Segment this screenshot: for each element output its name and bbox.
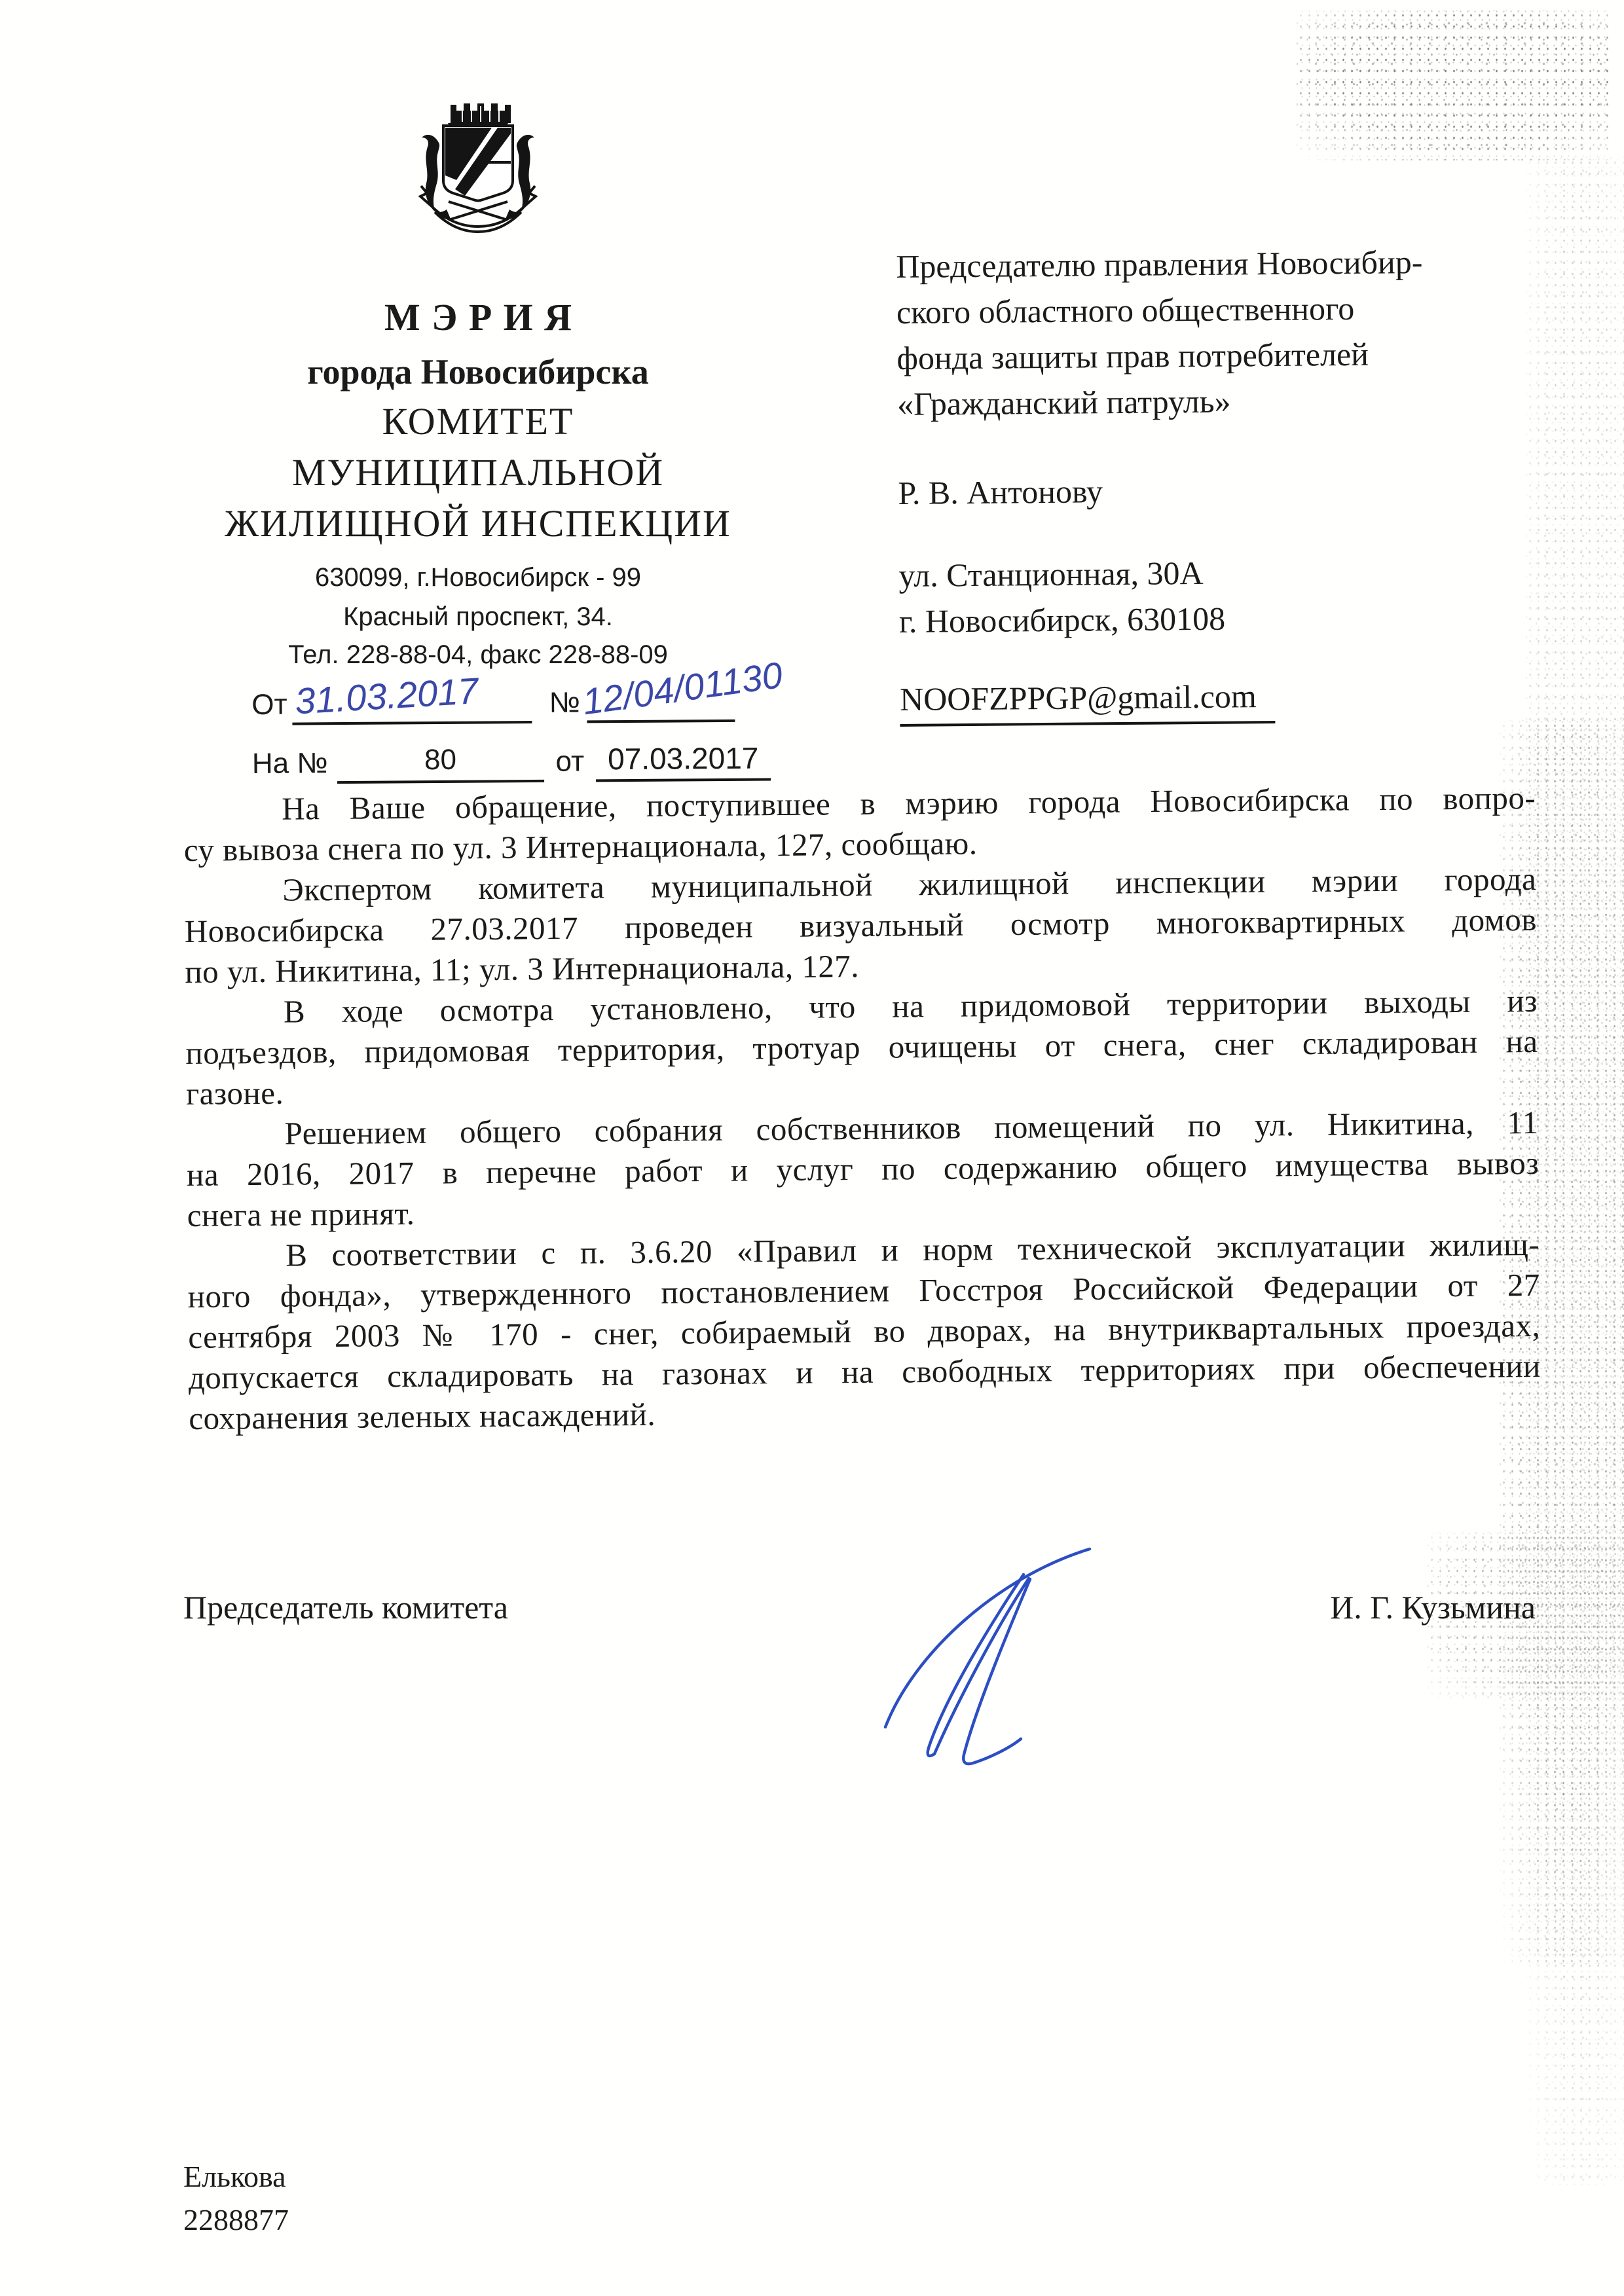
org-name-housing-inspection: ЖИЛИЩНОЙ ИНСПЕКЦИИ xyxy=(225,502,731,545)
body-line: на 2016, 2017 в перечне работ и услуг по содержанию общего имущества вывоз xyxy=(186,1144,1540,1193)
coat-of-arms-icon xyxy=(413,97,544,233)
letterhead xyxy=(164,97,792,670)
body-line: су вывоза снега по ул. 3 Интернационала, 127, сообщаю. xyxy=(183,825,978,868)
signer-name: И. Г. Кузьмина xyxy=(1330,1589,1536,1626)
handwritten-signature xyxy=(871,1537,1100,1779)
executor-phone: 2288877 xyxy=(183,2203,289,2236)
executor-block xyxy=(183,2155,289,2242)
recipient-address-line: «Гражданский патруль» xyxy=(896,382,1231,422)
body-line: снега не принят. xyxy=(187,1195,415,1233)
org-name-committee: КОМИТЕТ xyxy=(382,400,574,443)
reply-date-label: от xyxy=(555,745,585,778)
outgoing-number-line xyxy=(580,653,785,723)
reply-date-value: 07.03.2017 xyxy=(596,737,771,782)
recipient-email: NOOFZPPGP@gmail.com xyxy=(900,675,1275,727)
recipient-block xyxy=(896,238,1548,727)
reply-number-label: На № xyxy=(251,747,328,780)
body-line: газоне. xyxy=(185,1074,284,1112)
org-name-municipal: МУНИЦИПАЛЬНОЙ xyxy=(291,451,665,494)
scan-noise xyxy=(1297,10,1611,160)
from-date-handwritten: 31.03.2017 xyxy=(294,670,480,722)
body-line: сохранения зеленых насаждений. xyxy=(189,1396,656,1436)
body-line: допускается складировать на газонах и на свободных территориях при обеспечении xyxy=(188,1347,1541,1396)
body-text xyxy=(183,778,1541,1439)
postal-address: 630099, г.Новосибирск - 99 xyxy=(314,563,642,592)
number-label: № xyxy=(549,686,580,719)
from-label: От xyxy=(251,688,287,721)
body-line: сентября 2003 № 170 - снег, собираемый во дворах, на внутриквартальных проездах, xyxy=(188,1307,1541,1355)
position-title: Председатель комитета xyxy=(183,1589,508,1626)
body-line: На Ваше обращение, поступившее в мэрию города Новосибирска по вопро- xyxy=(282,779,1536,827)
outgoing-number-handwritten: 12/04/01130 xyxy=(580,653,785,723)
recipient-address-line: Председателю правления Новосибир- xyxy=(896,243,1423,285)
incoming-row xyxy=(252,736,1012,784)
body-line: Экспертом комитета муниципальной жилищной инспекции мэрии города xyxy=(282,860,1537,908)
body-line: ного фонда», утвержденного постановлением Госстроя Российской Федерации от 27 xyxy=(187,1266,1540,1315)
recipient-address-line: ского областного общественного xyxy=(896,289,1355,331)
phone-fax: Тел. 228-88-04, факс 228-88-09 xyxy=(288,640,668,669)
street-address: Красный проспект, 34. xyxy=(343,602,613,631)
from-date-line xyxy=(292,670,532,725)
executor-name: Елькова xyxy=(183,2160,286,2193)
body-line: по ул. Никитина, 11; ул. 3 Интернационала, 127. xyxy=(185,948,860,990)
recipient-address-line: фонда защиты прав потребителей xyxy=(896,335,1369,376)
body-line: Решением общего собрания собственников помещений по ул. Никитина, 11 xyxy=(284,1104,1539,1152)
body-line: В соответствии с п. 3.6.20 «Правил и норм технической эксплуатации жилищ- xyxy=(285,1226,1540,1273)
org-name-city: города Новосибирска xyxy=(307,352,649,392)
org-name-mayor: МЭРИЯ xyxy=(384,296,583,338)
body-line: подъездов, придомовая территория, тротуар очищены от снега, снег складирован на xyxy=(185,1023,1538,1071)
body-line: В ходе осмотра установлено, что на придомовой территории выходы из xyxy=(283,982,1538,1030)
recipient-name: Р. В. Антонову xyxy=(898,473,1103,511)
recipient-street: ул. Станционная, 30А xyxy=(898,554,1204,594)
body-line: Новосибирска 27.03.2017 проведен визуальный осмотр многоквартирных домов xyxy=(184,901,1538,949)
recipient-city: г. Новосибирск, 630108 xyxy=(898,600,1226,640)
reply-number-value: 80 xyxy=(337,739,544,784)
